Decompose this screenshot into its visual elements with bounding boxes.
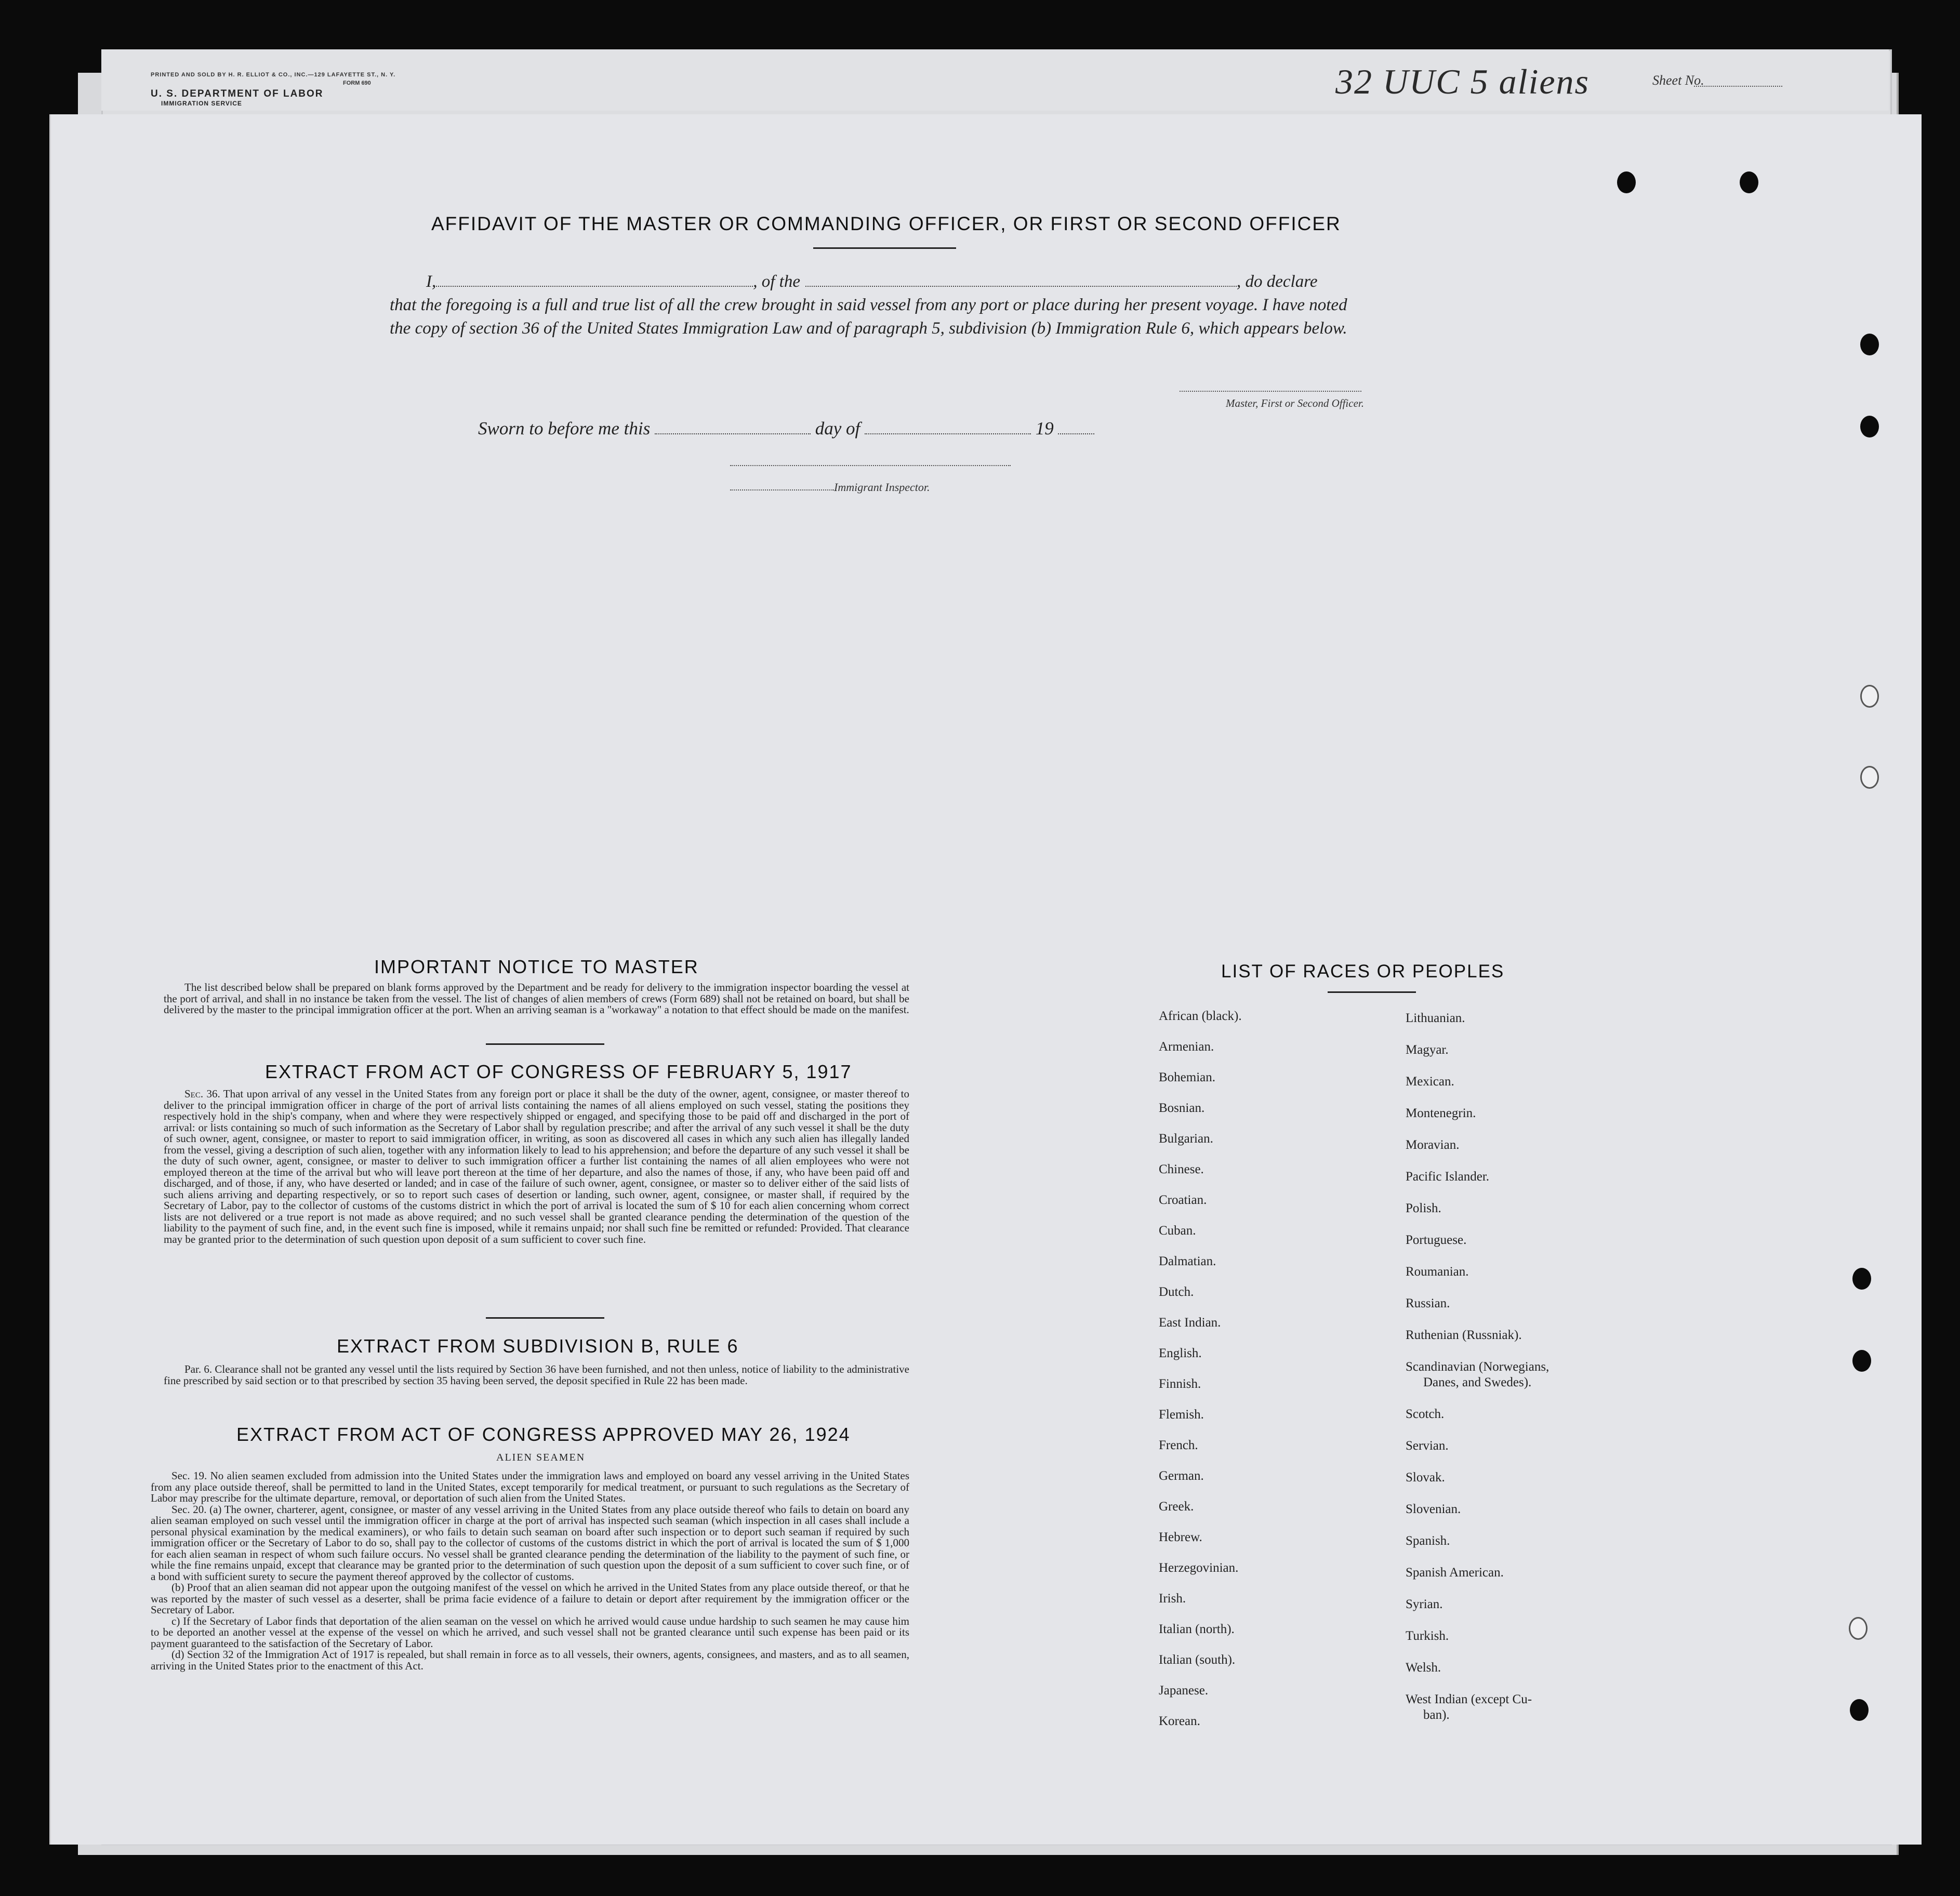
race-item: Moravian. [1406, 1138, 1460, 1152]
race-item: Mexican. [1406, 1075, 1454, 1089]
race-item: ban). [1423, 1708, 1450, 1722]
inspector-signature-field[interactable] [730, 465, 1011, 466]
race-item: Cuban. [1159, 1224, 1196, 1238]
department-name: U. S. DEPARTMENT OF LABOR [151, 88, 324, 99]
notice-text: The list described below shall be prepared on blank forms approved by the Department and be ready for delivery to the immigration inspector boarding the vessel at the port of arrival, and shall in no instance be taken from the vessel. The list of changes of alien members of crews (Form 689) shall not be retained on board, but shall be delivered by the master to the principal immigration officer at the port. When an arriving seaman is a "workaway" a notation to that effect should be made on the manifest. [164, 981, 909, 1016]
race-item: Italian (south). [1159, 1653, 1236, 1667]
extract-1917-rule [486, 1317, 604, 1319]
section-36-text: That upon arrival of any vessel in the United States from any foreign port or place it shall be the duty of the owner, agent, consignee, or master thereof to deliver to the principal immigration officer in charge of the port of arrival lists containing the names of all aliens employed on such vessel, stating the positions they respectively hold in the ship's company, when and where they were respectively shipped or engaged, and specifying those to be paid off and discharged in the port of arrival: or lists containing so much of such information as the Secretary of Labor shall by regulation prescribe; and after the arrival of any such vessel it shall be the duty of such owner, agent, consignee, or master to report to said immigration officer, in writing, as soon as discovered all cases in which any such alien has illegally landed from the vessel, giving a description of such alien, together with any information likely to lead to his apprehension; and before the departure of any such vessel it shall be the duty of such owner, agent, consignee, or master to deliver to such immigration officer a further list containing the names of all alien employees who were not employed thereon at the time of the arrival but who will leave port thereon at the time of her departure, and also the names of those, if any, who have been paid off and discharged, and of those, if any, who have deserted or landed; and in case of the failure of such owner, agent, consignee, or master so to deliver either of the said lists of such aliens arriving and departing respectively, or so to report such cases of desertion or landing, such owner, agent, consignee, or master shall, if required by the Secretary of Labor, pay to the collector of customs of the customs district in which the port of arrival is located the sum of $ 10 for each alien concerning whom correct lists are not delivered or a true report is not made as above required; and no such vessel shall be granted clearance pending the determination of the question of the liability to the payment of such fine, and, in the event such fine is imposed, while it remains unpaid; nor shall such fine be remitted or refunded: Provided. That clearance may be granted prior to the determination of such question upon deposit of a sum sufficient to cover such fine. [164, 1088, 909, 1245]
races-heading: LIST OF RACES OR PEOPLES [1221, 961, 1505, 982]
rule-6-text: Par. 6. Clearance shall not be granted any vessel until the lists required by Section 36 have been furnished, and not then unless, notice of liability to the administrative fine prescribed by said section or to that prescribed by section 35 having been served, the deposit specified in Rule 22 has been made. [164, 1363, 909, 1387]
punch-hole [1860, 766, 1879, 789]
punch-hole [1860, 685, 1879, 708]
sworn-year-field[interactable] [1058, 433, 1094, 434]
sheet-number-field [1694, 86, 1782, 87]
extract-1924-heading: EXTRACT FROM ACT OF CONGRESS APPROVED MAY 26, 1924 [236, 1424, 851, 1445]
race-item: Bulgarian. [1159, 1132, 1213, 1146]
race-item: Turkish. [1406, 1629, 1449, 1643]
race-item: Armenian. [1159, 1040, 1214, 1054]
notice-rule [486, 1043, 604, 1045]
notice-body [164, 982, 909, 1016]
race-item: Japanese. [1159, 1683, 1209, 1698]
notice-heading: IMPORTANT NOTICE TO MASTER [374, 956, 699, 977]
sworn-day-field[interactable] [655, 433, 811, 434]
race-item: Flemish. [1159, 1408, 1204, 1422]
master-signature-caption: Master, First or Second Officer. [1226, 397, 1364, 409]
race-item: Magyar. [1406, 1043, 1449, 1057]
extract-1917-heading: EXTRACT FROM ACT OF CONGRESS OF FEBRUARY 5, 1917 [265, 1061, 852, 1082]
punch-hole [1852, 1268, 1871, 1290]
race-item: Polish. [1406, 1201, 1441, 1215]
race-item: Hebrew. [1159, 1530, 1202, 1544]
vessel-name-field[interactable] [805, 286, 1237, 287]
sworn-day-label: day of [815, 418, 860, 439]
section-20a-text: Sec. 20. (a) The owner, charterer, agent, consignee, or master of any vessel arriving in the United States from any place outside thereof who fails to detain on board any alien seaman employed on such vessel until the immigration officer in charge at the port of arrival has inspected such seaman (which inspection in all cases shall include a personal physical examination by the medical examiners), or who fails to detain such seaman on board after such inspection or to deport such seaman if required by such immigration officer or the Secretary of Labor to do so, shall pay to the collector of customs of the customs district in which the port of arrival is located the sum of $ 1,000 for each alien seaman in respect of whom such failure occurs. No vessel shall be granted clearance pending the determination of the liability to the payment of such fine, or while the fine remains unpaid, except that clearance may be granted prior to the determination of such question upon the deposit of a sum sufficient to cover such fine, or of a bond with sufficient surety to secure the payment thereof approved by the collector of customs. [151, 1503, 909, 1583]
race-item: Bosnian. [1159, 1101, 1205, 1115]
race-item: Welsh. [1406, 1661, 1441, 1675]
races-rule [1328, 991, 1416, 993]
race-item: German. [1159, 1469, 1204, 1483]
punch-hole [1860, 416, 1879, 437]
rule-6-body [164, 1364, 909, 1386]
race-item: Spanish American. [1406, 1566, 1504, 1580]
section-label: Sec. 36. [184, 1088, 220, 1100]
race-item: Spanish. [1406, 1534, 1450, 1548]
punch-hole [1850, 1699, 1869, 1721]
sworn-prefix: Sworn to before me this [478, 418, 651, 439]
sworn-month-field[interactable] [865, 433, 1031, 434]
race-item: Servian. [1406, 1439, 1449, 1453]
section-20d-text: (d) Section 32 of the Immigration Act of 1917 is repealed, but shall remain in force as to all vessels, their owners, agents, consignees, and masters, and as to all seamen, arriving in the United States prior to the enactment of this Act. [151, 1648, 909, 1672]
race-item: Slovak. [1406, 1470, 1445, 1484]
affidavit-body [390, 270, 1367, 340]
race-item: Syrian. [1406, 1597, 1443, 1611]
punch-hole [1849, 1617, 1868, 1640]
race-item: Dalmatian. [1159, 1254, 1216, 1268]
rule-6-heading: EXTRACT FROM SUBDIVISION B, RULE 6 [337, 1335, 739, 1357]
race-item: Finnish. [1159, 1377, 1201, 1391]
affidavit-of-the: , of the [753, 272, 800, 291]
sworn-year: 19 [1035, 418, 1054, 439]
inspector-caption: Immigrant Inspector. [834, 481, 930, 494]
service-name: IMMIGRATION SERVICE [161, 100, 242, 107]
race-item: Irish. [1159, 1592, 1186, 1606]
race-item: Scotch. [1406, 1407, 1445, 1421]
punch-hole [1740, 171, 1758, 193]
race-item: West Indian (except Cu- [1406, 1692, 1532, 1706]
race-item: Danes, and Swedes). [1423, 1375, 1532, 1389]
affidavit-title: AFFIDAVIT OF THE MASTER OR COMMANDING OFFICER, OR FIRST OR SECOND OFFICER [431, 213, 1341, 234]
extract-1924-body [151, 1470, 909, 1672]
race-item: Greek. [1159, 1500, 1194, 1514]
race-item: English. [1159, 1346, 1202, 1360]
race-item: Roumanian. [1406, 1265, 1469, 1279]
race-item: East Indian. [1159, 1316, 1221, 1330]
race-item: Dutch. [1159, 1285, 1194, 1299]
title-underline [813, 247, 956, 249]
form-number: FORM 690 [343, 80, 371, 86]
punch-hole [1852, 1350, 1871, 1372]
race-item: Herzegovinian. [1159, 1561, 1239, 1575]
race-item: Italian (north). [1159, 1622, 1235, 1636]
race-item: Croatian. [1159, 1193, 1207, 1207]
race-item: Lithuanian. [1406, 1011, 1465, 1025]
race-item: Bohemian. [1159, 1070, 1216, 1084]
section-20b-text: (b) Proof that an alien seaman did not appear upon the outgoing manifest of the vessel on which he arrived in the United States from any place outside thereof, or that he was reported by the master of such vessel as a deserter, shall be prima facie evidence of a failure to detain or deport after requirement by the immigration officer or the Secretary of Labor. [151, 1581, 909, 1616]
officer-name-field[interactable] [436, 286, 753, 287]
race-item: Russian. [1406, 1296, 1450, 1310]
affidavit-statement: that the foregoing is a full and true list of all the crew brought in said vessel from any port or place during her present voyage. I have noted the copy of section 36 of the United States Immigration Law and of paragraph 5, subdivision (b) Immigration Rule 6, which appears below. [390, 296, 1347, 338]
affidavit-i: I, [426, 272, 436, 291]
race-item: Slovenian. [1406, 1502, 1461, 1516]
master-signature-field[interactable] [1180, 391, 1361, 392]
affidavit-do-declare: , do declare [1236, 272, 1318, 291]
punch-hole [1617, 171, 1636, 193]
race-item: Portuguese. [1406, 1233, 1467, 1247]
extract-1917-body [164, 1089, 909, 1245]
race-item: Scandinavian (Norwegians, [1406, 1360, 1550, 1374]
alien-seamen-subheading: ALIEN SEAMEN [496, 1452, 586, 1463]
race-item: French. [1159, 1438, 1198, 1452]
race-item: Chinese. [1159, 1162, 1204, 1176]
punch-hole [1860, 334, 1879, 355]
race-item: Ruthenian (Russniak). [1406, 1328, 1522, 1342]
race-item: Pacific Islander. [1406, 1170, 1490, 1184]
handwritten-note: 32 UUC 5 aliens [1335, 62, 1590, 101]
inspector-signature-field-2[interactable] [730, 489, 834, 490]
section-19-text: Sec. 19. No alien seamen excluded from admission into the United States under the immigration laws and employed on board any vessel arriving in the United States from any place outside thereof, shall be permitted to land in the United States, except temporarily for medical treatment, or pursuant to such regulations as the Secretary of Labor may prescribe for the ultimate departure, removal, or deportation of such alien from the United States. [151, 1469, 909, 1504]
printer-credit: PRINTED AND SOLD BY H. R. ELLIOT & CO., INC.—129 LAFAYETTE ST., N. Y. [151, 72, 396, 78]
race-item: Montenegrin. [1406, 1106, 1476, 1120]
sworn-statement [478, 418, 1094, 439]
race-item: African (black). [1159, 1009, 1242, 1023]
sheet-number-label: Sheet No. [1652, 73, 1704, 88]
race-item: Korean. [1159, 1714, 1200, 1728]
section-20c-text: c) If the Secretary of Labor finds that deportation of the alien seaman on the vessel on which he arrived would cause undue hardship to such seamen he may cause him to be deported an another vessel at the expense of the vessel on which he arrived, and such vessel shall not be granted clearance until such expense has been paid or its payment guaranteed to the satisfaction of the Secretary of Labor. [151, 1614, 909, 1650]
